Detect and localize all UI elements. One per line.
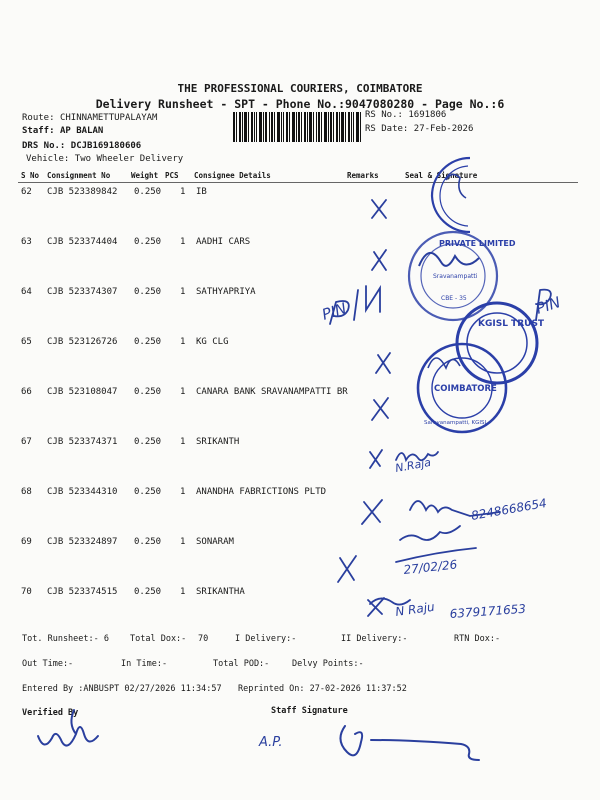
row-63-consignment: CJB 523374404 bbox=[47, 237, 118, 247]
row-64-sno: 64 bbox=[21, 287, 32, 297]
row-67-sno: 67 bbox=[21, 437, 32, 447]
row-64-pcs: 1 bbox=[180, 287, 186, 297]
company-title: THE PROFESSIONAL COURIERS, COIMBATORE bbox=[177, 82, 423, 95]
row-68-weight: 0.250 bbox=[134, 487, 162, 497]
staff-line bbox=[22, 126, 103, 136]
phone-row-68: 8248668654 bbox=[470, 495, 548, 523]
entered-by: Entered By :ANBUSPT 02/27/2026 11:34:57 bbox=[22, 684, 222, 694]
row-68-pcs: 1 bbox=[180, 487, 186, 497]
stamp-a-text: PRIVATE LIMITED bbox=[439, 239, 516, 248]
row-66-sno: 66 bbox=[21, 387, 32, 397]
row-62-consignee: IB bbox=[196, 187, 207, 197]
row-66-consignee: CANARA BANK SRAVANAMPATTI BR bbox=[196, 387, 348, 397]
ii-delivery: II Delivery:- bbox=[341, 634, 408, 644]
row-66-pcs: 1 bbox=[180, 387, 186, 397]
row-69-weight: 0.250 bbox=[134, 537, 162, 547]
drs-line bbox=[22, 141, 141, 151]
staff-label: Staff: bbox=[22, 126, 55, 136]
i-delivery: I Delivery:- bbox=[235, 634, 297, 644]
out-time: Out Time:- bbox=[22, 659, 74, 669]
rs-no-line bbox=[365, 110, 446, 120]
verified-by-signature bbox=[30, 706, 120, 766]
row-65-weight: 0.250 bbox=[134, 337, 162, 347]
total-dox-label: Total Dox:- bbox=[130, 634, 187, 644]
pin-mark-2: PIN bbox=[533, 293, 563, 318]
staff-signature-label: Staff Signature bbox=[271, 706, 348, 716]
row-70-weight: 0.250 bbox=[134, 587, 162, 597]
row-64-consignment: CJB 523374307 bbox=[47, 287, 118, 297]
row-62-weight: 0.250 bbox=[134, 187, 162, 197]
handwritten-marks bbox=[300, 190, 563, 621]
name-row-67: N.Raja bbox=[394, 455, 432, 475]
rs-no-value: 1691806 bbox=[408, 110, 447, 120]
row-63-sno: 63 bbox=[21, 237, 32, 247]
row-65-pcs: 1 bbox=[180, 337, 186, 347]
staff-initial: A.P. bbox=[259, 735, 283, 750]
col-header-sno: S No bbox=[21, 171, 40, 180]
tot-runsheet: Tot. Runsheet:- 6 bbox=[22, 634, 109, 644]
total-dox-value: 70 bbox=[198, 634, 209, 644]
header-divider bbox=[18, 182, 578, 183]
col-header-remarks: Remarks bbox=[347, 171, 379, 180]
drs-label: DRS No.: bbox=[22, 141, 66, 151]
phone-row-70: 6379171653 bbox=[449, 601, 527, 621]
rs-no-label: RS No.: bbox=[365, 110, 403, 120]
row-70-sno: 70 bbox=[21, 587, 32, 597]
row-67-consignee: SRIKANTH bbox=[196, 437, 240, 447]
col-header-pcs: PCS bbox=[165, 171, 179, 180]
row-69-sno: 69 bbox=[21, 537, 32, 547]
col-header-weight: Weight bbox=[131, 171, 159, 180]
drs-value: DCJB169180606 bbox=[70, 141, 142, 151]
row-63-weight: 0.250 bbox=[134, 237, 162, 247]
row-64-weight: 0.250 bbox=[134, 287, 162, 297]
row-67-consignment: CJB 523374371 bbox=[47, 437, 118, 447]
row-62-pcs: 1 bbox=[180, 187, 186, 197]
vehicle-line bbox=[26, 154, 183, 164]
row-62-sno: 62 bbox=[21, 187, 32, 197]
row-64-consignee: SATHYAPRIYA bbox=[196, 287, 256, 297]
in-time: In Time:- bbox=[121, 659, 168, 669]
route-label: Route: bbox=[22, 113, 55, 123]
barcode bbox=[233, 112, 361, 142]
pin-mark-1: PIN bbox=[319, 299, 349, 324]
rs-date-label: RS Date: bbox=[365, 124, 409, 134]
col-header-consignee: Consignee Details bbox=[194, 171, 271, 180]
row-65-sno: 65 bbox=[21, 337, 32, 347]
row-63-pcs: 1 bbox=[180, 237, 186, 247]
row-69-consignee: SONARAM bbox=[196, 537, 234, 547]
runsheet-subtitle: Delivery Runsheet - SPT - Phone No.:9047080280 - Page No.:6 bbox=[95, 97, 505, 111]
date-row-69: 27/02/26 bbox=[402, 557, 458, 577]
row-66-weight: 0.250 bbox=[134, 387, 162, 397]
verified-by: Verified By bbox=[22, 708, 79, 718]
row-68-sno: 68 bbox=[21, 487, 32, 497]
stamp-a-sub: Sravanampatti bbox=[433, 273, 478, 280]
rs-date-value: 27-Feb-2026 bbox=[413, 124, 474, 134]
vehicle-value: Two Wheeler Delivery bbox=[74, 154, 184, 164]
stamp-b-bottom: Saravanampatti, KGISL bbox=[424, 420, 488, 426]
stamp-a-code: CBE - 35 bbox=[441, 295, 467, 302]
row-68-consignee: ANANDHA FABRICTIONS PLTD bbox=[196, 487, 327, 497]
name-row-70: N Raju bbox=[394, 599, 436, 619]
stamp-b-center: COIMBATORE bbox=[434, 384, 497, 394]
route-line bbox=[22, 113, 157, 123]
stamp-b-text: KGISL TRUST bbox=[478, 319, 545, 329]
route-value: CHINNAMETTUPALAYAM bbox=[59, 113, 158, 123]
reprinted-on: Reprinted On: 27-02-2026 11:37:52 bbox=[238, 684, 407, 694]
delvy-points: Delvy Points:- bbox=[292, 659, 364, 669]
rs-date-line bbox=[365, 124, 473, 134]
row-67-pcs: 1 bbox=[180, 437, 186, 447]
row-69-consignment: CJB 523324897 bbox=[47, 537, 118, 547]
total-pod: Total POD:- bbox=[213, 659, 270, 669]
staff-signature bbox=[255, 718, 485, 768]
row-70-pcs: 1 bbox=[180, 587, 186, 597]
vehicle-label: Vehicle: bbox=[26, 154, 70, 164]
row-63-consignee: AADHI CARS bbox=[196, 237, 251, 247]
row-67-weight: 0.250 bbox=[134, 437, 162, 447]
row-66-consignment: CJB 523108047 bbox=[47, 387, 118, 397]
col-header-seal-signature: Seal & Signature bbox=[405, 171, 478, 180]
row-65-consignment: CJB 523126726 bbox=[47, 337, 118, 347]
row-62-consignment: CJB 523389842 bbox=[47, 187, 118, 197]
rtn-dox: RTN Dox:- bbox=[454, 634, 501, 644]
row-65-consignee: KG CLG bbox=[196, 337, 229, 347]
row-70-consignee: SRIKANTHA bbox=[196, 587, 245, 597]
row-70-consignment: CJB 523374515 bbox=[47, 587, 118, 597]
staff-value: AP BALAN bbox=[59, 126, 104, 136]
row-69-pcs: 1 bbox=[180, 537, 186, 547]
row-68-consignment: CJB 523344310 bbox=[47, 487, 118, 497]
col-header-consignment: Consignment No bbox=[47, 171, 111, 180]
